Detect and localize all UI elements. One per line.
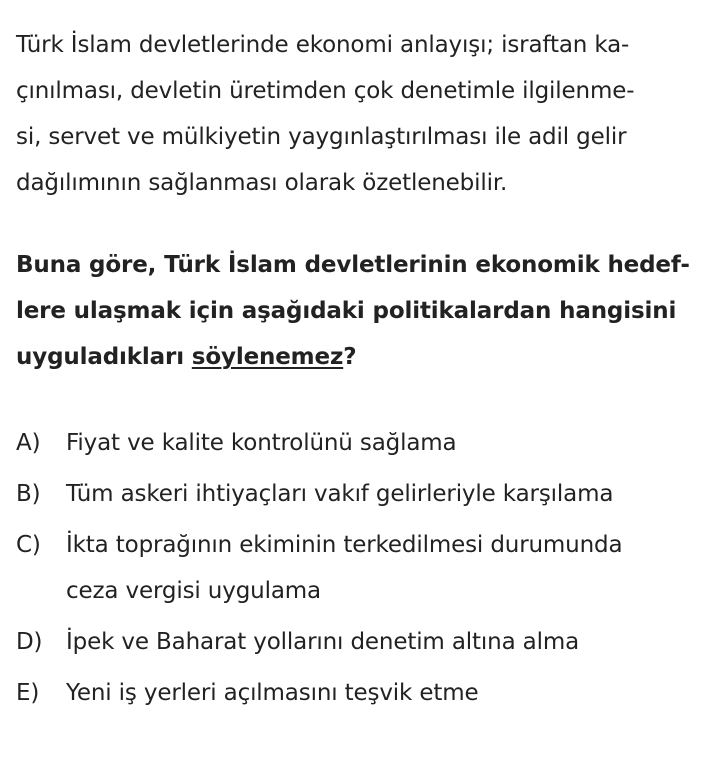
option-letter: B) [16,481,41,507]
question-mark: ? [343,344,357,370]
question-line: Buna göre, Türk İslam devletlerinin ekonomik hedef- [16,252,690,278]
passage-line: si, servet ve mülkiyetin yaygınlaştırılması ile adil gelir [16,124,627,150]
option-text [66,619,579,665]
question-line: lere ulaşmak için aşağıdaki politikalardan hangisini [16,298,677,324]
passage-line: Türk İslam devletlerinde ekonomi anlayışı; israftan ka- [16,32,630,58]
option-text-line: İkta toprağının ekiminin terkedilmesi durumunda [66,532,623,558]
passage-line: dağılımının sağlanması olarak özetlenebilir. [16,170,508,196]
option-text-line: Yeni iş yerleri açılmasını teşvik etme [66,680,479,706]
passage-line: çınılması, devletin üretimden çok denetimle ilgilenme- [16,78,635,104]
option-text [66,670,479,716]
question-line-last [16,334,694,380]
option-letter: E) [16,680,40,706]
option-text [66,471,613,517]
option-letter: C) [16,532,41,558]
option-text-line: Tüm askeri ihtiyaçları vakıf gelirleriyle karşılama [66,481,614,507]
question-prefix: uyguladıkları [16,344,192,370]
option-letter: A) [16,430,41,456]
option-text-line: Fiyat ve kalite kontrolünü sağlama [66,430,457,456]
option-c[interactable] [16,522,694,614]
question-stem [16,242,694,380]
answer-options [16,420,694,716]
question-page [16,22,694,721]
option-b[interactable] [16,471,694,517]
option-a[interactable] [16,420,694,466]
option-text [66,420,457,466]
passage [16,22,694,206]
option-e[interactable] [16,670,694,716]
option-d[interactable] [16,619,694,665]
option-letter: D) [16,629,43,655]
option-text-line: İpek ve Baharat yollarını denetim altına alma [66,629,580,655]
negative-keyword: söylenemez [191,344,344,370]
option-text [66,522,622,614]
option-text-line: ceza vergisi uygulama [66,578,321,604]
